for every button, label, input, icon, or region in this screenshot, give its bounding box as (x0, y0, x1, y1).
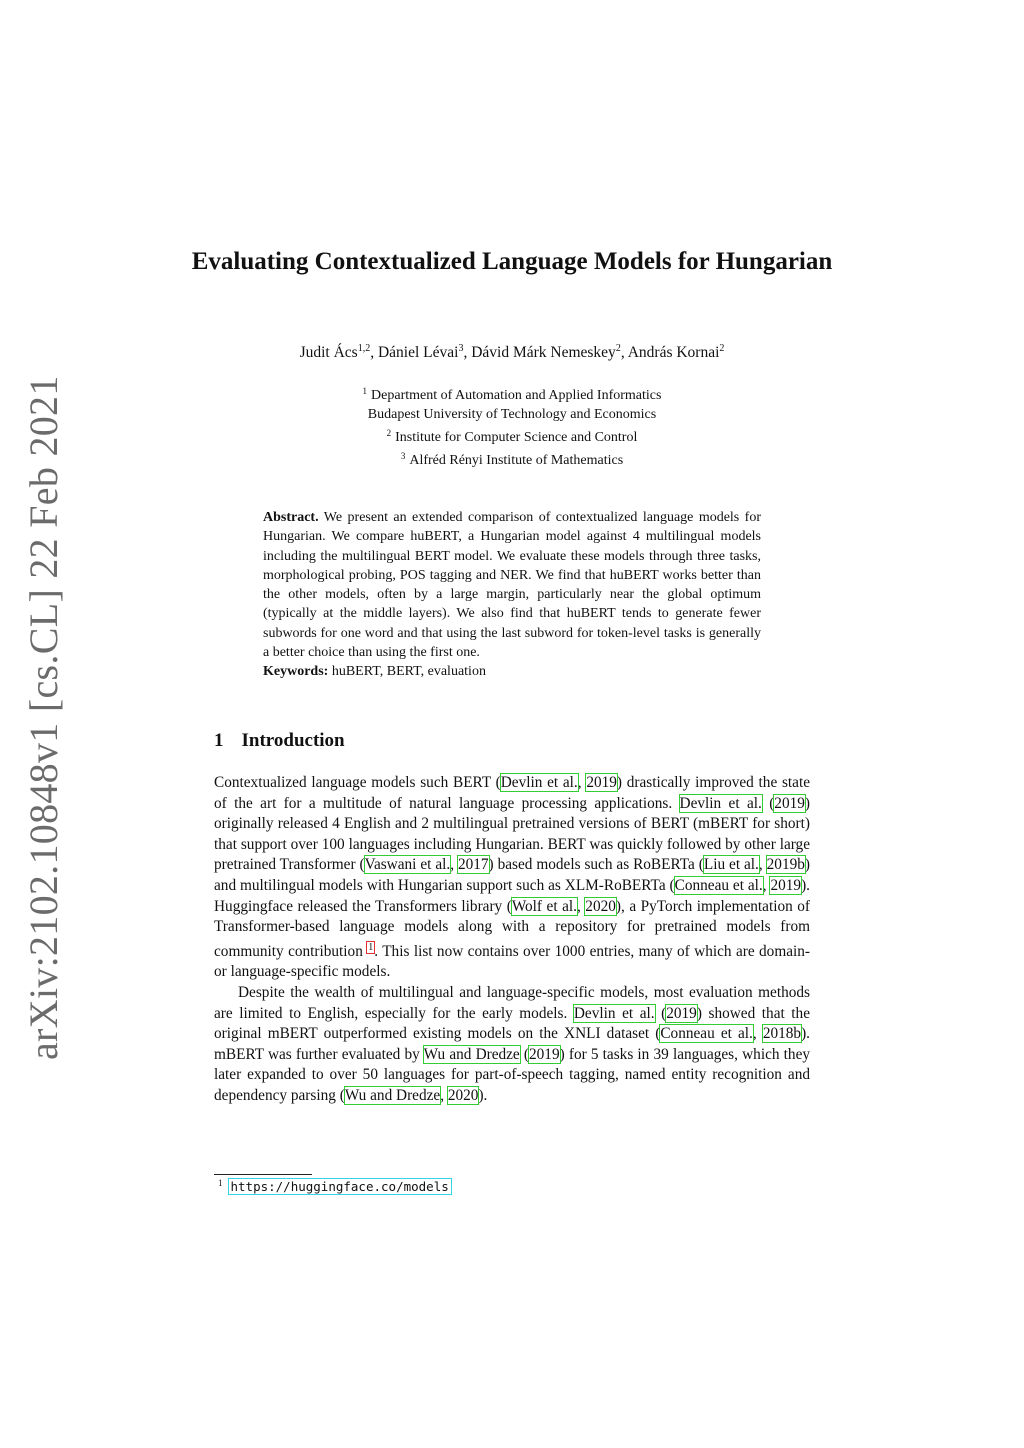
text-run: , (576, 897, 586, 915)
footnote-link[interactable]: https://huggingface.co/models (230, 1179, 449, 1195)
keywords-label: Keywords: (263, 664, 329, 680)
affiliation-text: Budapest University of Technology and Economics (367, 407, 657, 422)
text-run: ). Huggingface released the Transformers library ( (214, 876, 810, 915)
affiliation-line (140, 382, 884, 405)
text-run: , (758, 856, 767, 874)
text-run: , (762, 876, 771, 894)
citation-link[interactable]: 2019 (770, 876, 802, 894)
text-run: ) based models such as RoBERTa ( (488, 856, 704, 874)
citation-link[interactable]: Devlin et al. (573, 1004, 655, 1022)
section-heading (214, 730, 814, 752)
text-run: ) and multilingual models with Hungarian support such as XLM-RoBERTa ( (214, 856, 810, 894)
footnote (218, 1178, 808, 1195)
affiliation-mark: 2 (386, 428, 392, 438)
text-run: Despite the wealth of multilingual and language-specific models, most evaluation methods are limited to English, especially for the early models. (214, 983, 810, 1022)
paragraph (214, 983, 810, 1107)
citation-link[interactable]: 2019 (586, 774, 617, 791)
citation-link[interactable]: 2020 (447, 1086, 479, 1104)
affiliation-text: Department of Automation and Applied Informatics (371, 388, 662, 403)
citation-link[interactable]: 2019b (766, 856, 805, 874)
citation-link[interactable]: Conneau et al. (660, 1025, 753, 1043)
text-run: . This list now contains over 1000 entries, many of which are domain- or language-specific models. (214, 942, 810, 981)
text-run: , (450, 856, 458, 874)
footnote-rule (214, 1174, 312, 1175)
citation-link[interactable]: Wolf et al. (511, 897, 577, 915)
citation-link[interactable]: Liu et al. (703, 856, 759, 874)
citation-link[interactable]: 2019 (774, 794, 805, 812)
text-run: , (577, 774, 587, 791)
citation-link[interactable]: Conneau et al. (674, 876, 763, 894)
author-affiliation-mark: 1,2 (357, 343, 371, 354)
author-list: Judit Ács$^{1,2}$, Dániel Lévai$^3$, Dávid Márk Nemeskey$^2$, András Kornai$^2$ (299, 343, 725, 362)
author-affiliation-mark: 2 (719, 343, 725, 354)
text-run: ). mBERT was further evaluated by (214, 1025, 810, 1063)
author-affiliation-mark: 3 (458, 343, 464, 354)
citation-link[interactable]: Wu and Dredze (344, 1086, 441, 1104)
text-run: ). (478, 1086, 488, 1104)
citation-link[interactable]: 2019 (529, 1045, 560, 1063)
section-title: Introduction (241, 730, 345, 751)
citation-link[interactable]: Devlin et al. (500, 774, 578, 791)
citation-link[interactable]: Vaswani et al. (364, 856, 451, 874)
citation-link[interactable]: 2017 (457, 856, 489, 874)
keywords-text: huBERT, BERT, evaluation (331, 664, 486, 680)
text-run: Contextualized language models such BERT ( (214, 774, 501, 791)
author-affiliation-mark: 2 (615, 343, 621, 354)
arxiv-stamp: arXiv:2102.10848v1 [cs.CL] 22 Feb 2021 (21, 375, 66, 1060)
affiliation-mark: 3 (400, 451, 406, 461)
citation-link[interactable]: 2020 (585, 897, 616, 915)
affiliation-line (140, 405, 884, 424)
text-run: ) showed that the original mBERT outperformed existing models on the XNLI dataset ( (214, 1004, 810, 1043)
footnote-ref-link[interactable]: 1 (368, 941, 374, 953)
paper-title: Evaluating Contextualized Language Models for Hungarian (191, 248, 833, 275)
abstract-text: We present an extended comparison of contextualized language models for Hungarian. We compare huBERT, a Hungarian model against 4 multilingual models including the multilingual BERT model. We evaluate these models through three tasks, morphological probing, POS tagging and NER. We find that huBERT works better than the other models, often by a large margin, particularly near the global optimum (typically at the middle layers). We also find that huBERT tends to generate fewer subwords for one word and that using the last subword for token-level tasks is generally a better choice than using the first one. (263, 510, 762, 661)
abstract (263, 508, 761, 682)
citation-link[interactable]: Devlin et al. (679, 794, 762, 812)
text-run: ) originally released 4 English and 2 multilingual pretrained versions of BERT (mBERT for short) that support over 100 languages including Hungarian. BERT was quickly followed by other large pretrained Transformer ( (214, 794, 810, 874)
author-name: Dávid Márk Nemeskey (471, 344, 616, 362)
affiliation-text: Alfréd Rényi Institute of Mathematics (409, 453, 624, 468)
footnote-mark: 1 (218, 1178, 223, 1188)
text-run: ( (519, 1045, 529, 1063)
citation-link[interactable]: Wu and Dredze (423, 1045, 520, 1063)
text-run: ( (761, 794, 775, 812)
text-run: , (440, 1086, 448, 1104)
text-run: ( (654, 1004, 667, 1022)
affiliation-list (140, 382, 884, 470)
citation-link[interactable]: 2019 (666, 1004, 697, 1022)
paragraph (214, 773, 810, 983)
section-number: 1 (214, 730, 224, 751)
author-name: Dániel Lévai (377, 344, 459, 362)
text-run: ) drastically improved the state of the art for a multitude of natural language processing applications. (214, 774, 811, 812)
text-run: ), a PyTorch implementation of Transformer-based language models along with a repository for pretrained models from community contribution (214, 897, 811, 960)
text-run: , (752, 1025, 763, 1043)
affiliation-text: Institute for Computer Science and Control (395, 430, 638, 445)
affiliation-line (140, 447, 884, 470)
citation-link[interactable]: 2018b (762, 1025, 802, 1043)
text-run: ) for 5 tasks in 39 languages, which they later expanded to over 50 languages for part-of-speech tagging, named entity recognition and dependency parsing ( (214, 1045, 811, 1104)
abstract-label: Abstract. (263, 510, 319, 525)
author-name: Judit Ács (299, 344, 358, 362)
affiliation-mark: 1 (362, 386, 368, 396)
author-name: András Kornai (627, 344, 720, 362)
introduction-body (214, 773, 810, 1107)
affiliation-line (140, 424, 884, 447)
